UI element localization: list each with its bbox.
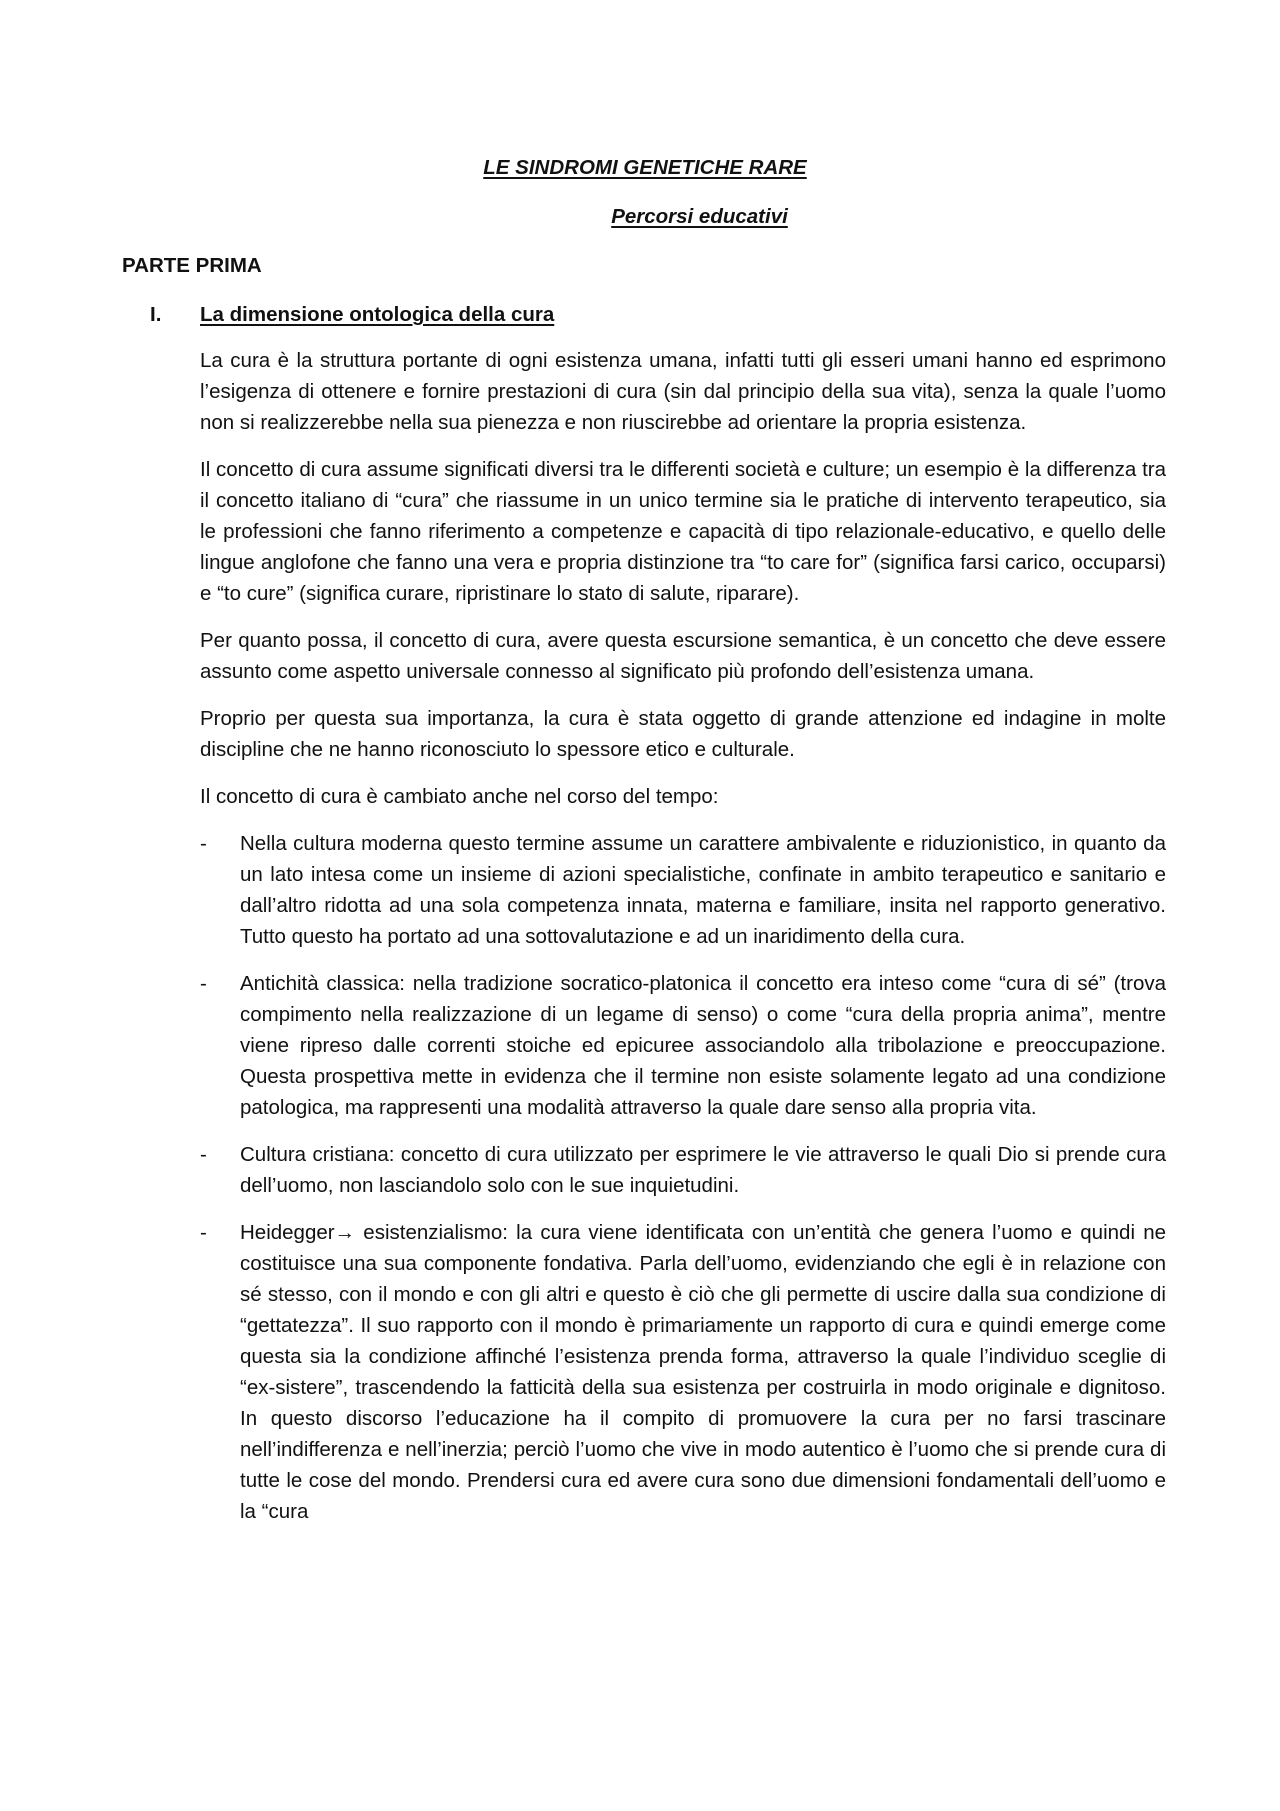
part-label: PARTE PRIMA (122, 254, 262, 277)
list-item-text: Heidegger→ esistenzialismo: la cura viene identificata con un’entità che genera l’uomo e quindi ne costituisce una sua componente fondativa. Parla dell’uomo, evidenziando che egli è in relazione con sé stesso, con il mondo e con gli altri e questo è ciò che gli permette di uscire dalla sua condizione di “gettatezza”. Il suo rapporto con il mondo è primariamente un rapporto di cura e quindi emerge come questa sia la condizione affinché l’esistenza prenda forma, attraverso la quale l’individuo sceglie di “ex-sistere”, trascendendo la fatticità della sua esistenza per costruirla in modo originale e dignitoso. In questo discorso l’educazione ha il compito di promuovere la cura per no farsi trascinare nell’indifferenza e nell’inerzia; perciò l’uomo che vive in modo autentico è l’uomo che si prende cura di tutte le cose del mondo. Prendersi cura ed avere cura sono due dimensioni fondamentali dell’uomo e la “cura (240, 1221, 1166, 1523)
list-item-text: Antichità classica: nella tradizione socratico-platonica il concetto era inteso come “cura di sé” (trova compimento nella realizzazione di un legame di senso) o come “cura della propria anima”, mentre viene ripreso dalle correnti stoiche ed epicuree associandolo alla tribolazione e preoccupazione. Questa prospettiva mette in evidenza che il termine non esiste solamente legato ad una condizione patologica, ma rappresenti una modalità attraverso la quale dare senso alla propria vita. (240, 972, 1166, 1119)
section-heading (150, 299, 554, 330)
paragraph: Per quanto possa, il concetto di cura, avere questa escursione semantica, è un concetto che deve essere assunto come aspetto universale connesso al significato più profondo dell’esistenza umana. (200, 629, 1166, 683)
section-title: La dimensione ontologica della cura (200, 303, 555, 326)
list-item (200, 968, 1166, 1123)
bullet-marker: - (200, 832, 207, 855)
document-subtitle: Percorsi educativi (611, 205, 788, 228)
list-item (200, 1217, 1166, 1527)
paragraph: Il concetto di cura è cambiato anche nel corso del tempo: (200, 785, 719, 808)
paragraph: Il concetto di cura assume significati diversi tra le differenti società e culture; un esempio è la differenza tra il concetto italiano di “cura” che riassume in un unico termine sia le pratiche di intervento terapeutico, sia le professioni che fanno riferimento a competenze e capacità di tipo relazionale-educativo, e quello delle lingue anglofone che fanno una vera e propria distinzione tra “to care for” (significa farsi carico, occuparsi) e “to cure” (significa curare, ripristinare lo stato di salute, riparare). (200, 458, 1166, 605)
list-item-text: Nella cultura moderna questo termine assume un carattere ambivalente e riduzionistico, in quanto da un lato intesa come un insieme di azioni specialistiche, confinate in ambito terapeutico e sanitario e dall’altro ridotta ad una sola competenza innata, materna e familiare, insita nel rapporto generativo. Tutto questo ha portato ad una sottovalutazione e ad un inaridimento della cura. (240, 832, 1166, 948)
document-title: LE SINDROMI GENETICHE RARE (483, 156, 807, 179)
list-item-text: Cultura cristiana: concetto di cura utilizzato per esprimere le vie attraverso le quali Dio si prende cura dell’uomo, non lasciandolo solo con le sue inquietudini. (240, 1143, 1166, 1197)
section-number: I. (150, 303, 162, 326)
bullet-marker: - (200, 1143, 207, 1166)
list-item (200, 828, 1166, 952)
paragraph: La cura è la struttura portante di ogni esistenza umana, infatti tutti gli esseri umani hanno ed esprimono l’esigenza di ottenere e fornire prestazioni di cura (sin dal principio della sua vita), senza la quale l’uomo non si realizzerebbe nella sua pienezza e non riuscirebbe ad orientare la propria esistenza. (200, 349, 1166, 434)
body-text (200, 345, 1166, 1543)
bullet-marker: - (200, 1221, 207, 1244)
bullet-marker: - (200, 972, 207, 995)
bullet-list (200, 828, 1166, 1527)
paragraph: Proprio per questa sua importanza, la cura è stata oggetto di grande attenzione ed indagine in molte discipline che ne hanno riconosciuto lo spessore etico e culturale. (200, 707, 1166, 761)
list-item (200, 1139, 1166, 1201)
